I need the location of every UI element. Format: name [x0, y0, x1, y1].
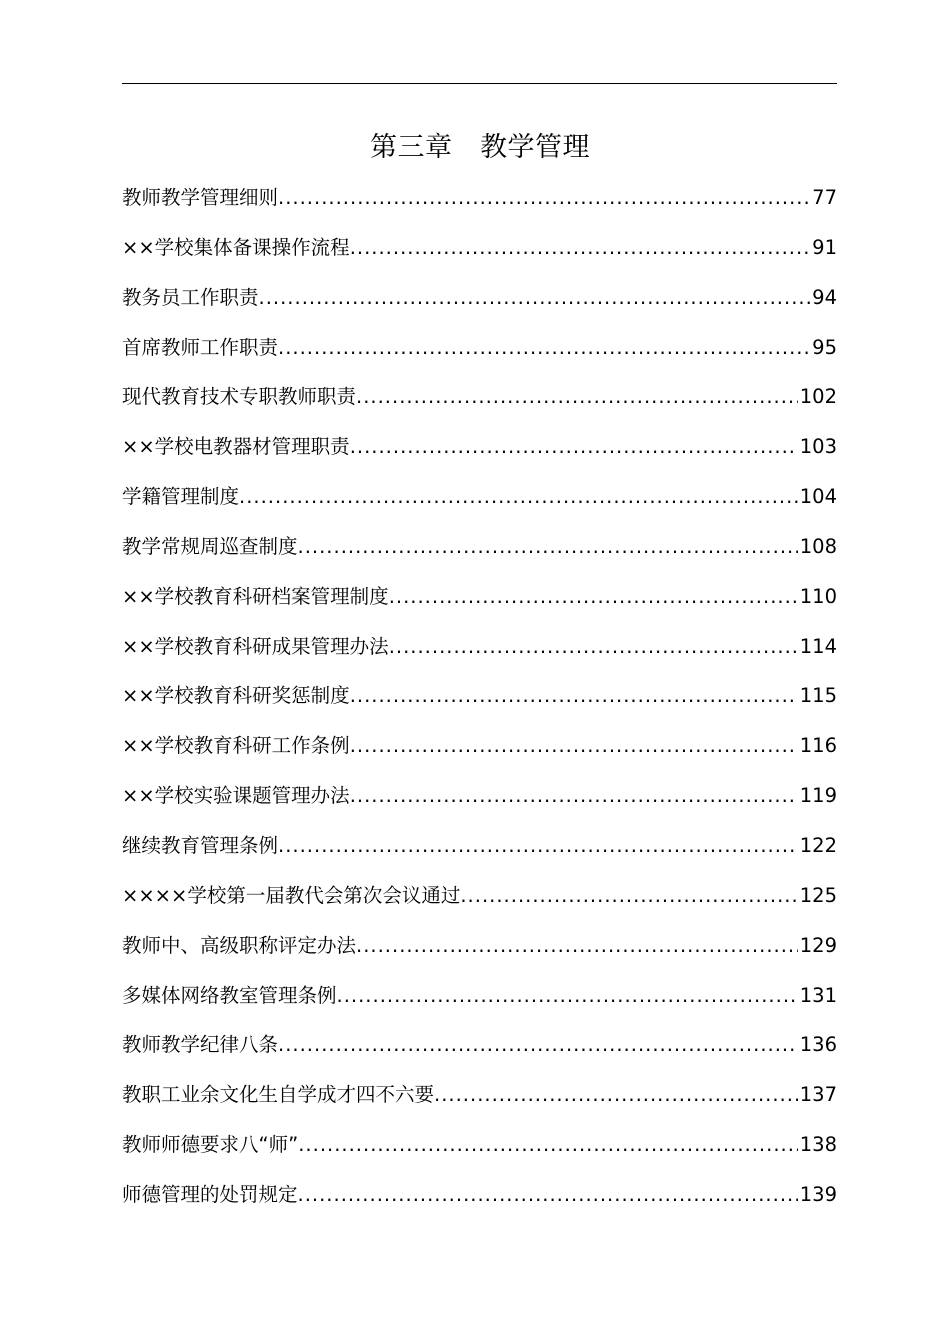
toc-entry-page: 91 [812, 235, 837, 259]
toc-entry-page: 108 [799, 534, 837, 558]
toc-entry-title: ××学校实验课题管理办法 [122, 784, 350, 808]
toc-dot-leader [350, 778, 798, 814]
toc-entry[interactable] [122, 479, 837, 529]
toc-entry-title: ××学校集体备课操作流程 [122, 235, 350, 259]
toc-dot-leader [278, 1027, 798, 1063]
toc-entry[interactable] [122, 1127, 837, 1177]
toc-dot-leader [350, 728, 798, 764]
toc-entry[interactable] [122, 429, 837, 479]
toc-dot-leader [278, 180, 810, 216]
toc-entry-title: 教师教学纪律八条 [122, 1033, 279, 1057]
toc-entry-page: 110 [799, 584, 837, 608]
toc-entry-page: 139 [799, 1182, 837, 1206]
toc-dot-leader [239, 479, 798, 515]
toc-entry[interactable] [122, 978, 837, 1028]
toc-dot-leader [278, 330, 810, 366]
toc-entry-page: 138 [799, 1133, 837, 1157]
toc-entry-title: 师德管理的处罚规定 [122, 1182, 298, 1206]
toc-entry-title: 现代教育技术专职教师职责 [122, 385, 357, 409]
toc-dot-leader [350, 678, 798, 714]
toc-entry-page: 131 [799, 983, 837, 1007]
toc-entry[interactable] [122, 579, 837, 629]
toc-entry-title: ××××学校第一届教代会第次会议通过 [122, 883, 461, 907]
toc-entry-page: 102 [799, 385, 837, 409]
toc-dot-leader [278, 828, 798, 864]
toc-dot-leader [389, 629, 798, 665]
header-rule [122, 83, 837, 84]
toc-dot-leader [356, 379, 798, 415]
toc-entry-page: 122 [799, 833, 837, 857]
toc-entry[interactable] [122, 1027, 837, 1077]
toc-entry[interactable] [122, 778, 837, 828]
toc-entry-page: 136 [799, 1033, 837, 1057]
toc-dot-leader [356, 928, 798, 964]
toc-entry[interactable] [122, 728, 837, 778]
toc-entry-page: 103 [799, 435, 837, 459]
toc-dot-leader [298, 1177, 798, 1213]
toc-dot-leader [259, 280, 811, 316]
toc-dot-leader [298, 529, 798, 565]
toc-entry[interactable] [122, 280, 837, 330]
toc-entry-title: ××学校教育科研档案管理制度 [122, 584, 389, 608]
toc-entry[interactable] [122, 379, 837, 429]
toc-entry[interactable] [122, 878, 837, 928]
toc-entry[interactable] [122, 180, 837, 230]
toc-entry-title: 学籍管理制度 [122, 485, 240, 509]
toc-entry-title: ××学校教育科研工作条例 [122, 734, 350, 758]
toc-entry-page: 129 [799, 933, 837, 957]
toc-entry-title: 首席教师工作职责 [122, 335, 279, 359]
toc-entry-page: 115 [799, 684, 837, 708]
toc-dot-leader [434, 1077, 798, 1113]
toc-dot-leader [337, 978, 798, 1014]
toc-entry-title: 教师师德要求八“师” [122, 1133, 299, 1157]
toc-entry-page: 94 [812, 285, 837, 309]
toc-dot-leader [298, 1127, 798, 1163]
toc-entry[interactable] [122, 230, 837, 280]
toc-entry-title: 教师中、高级职称评定办法 [122, 933, 357, 957]
toc-entry-page: 77 [812, 186, 837, 209]
toc-entry[interactable] [122, 678, 837, 728]
toc-dot-leader [460, 878, 797, 914]
toc-entry-page: 95 [812, 335, 837, 359]
toc-entry-title: ××学校电教器材管理职责 [122, 435, 350, 459]
toc-entry-title: 教职工业余文化生自学成才四不六要 [122, 1083, 435, 1107]
toc-entry-page: 125 [799, 883, 837, 907]
toc-entry-title: 继续教育管理条例 [122, 833, 279, 857]
toc-entry-page: 137 [799, 1083, 837, 1107]
toc-dot-leader [350, 429, 798, 465]
toc-entry[interactable] [122, 928, 837, 978]
toc-entry[interactable] [122, 629, 837, 679]
toc-entry[interactable] [122, 1177, 837, 1227]
toc-entry-page: 119 [799, 784, 837, 808]
toc-entry-page: 114 [799, 634, 837, 658]
toc-entry-title: 多媒体网络教室管理条例 [122, 983, 337, 1007]
toc-entry-title: ××学校教育科研成果管理办法 [122, 634, 389, 658]
toc-entry-title: 教学常规周巡查制度 [122, 534, 298, 558]
chapter-title: 第三章 教学管理 [370, 132, 590, 163]
toc-entry[interactable] [122, 1077, 837, 1127]
toc-entry[interactable] [122, 330, 837, 380]
toc-dot-leader [350, 230, 810, 266]
toc-entry-page: 116 [799, 734, 837, 758]
toc-entry-page: 104 [799, 485, 837, 509]
toc-entry[interactable] [122, 828, 837, 878]
toc-entry-title: 教师教学管理细则 [122, 186, 279, 209]
toc-entry[interactable] [122, 529, 837, 579]
toc-entry-title: ××学校教育科研奖惩制度 [122, 684, 350, 708]
table-of-contents [122, 180, 837, 1227]
toc-entry-title: 教务员工作职责 [122, 285, 259, 309]
toc-dot-leader [389, 579, 798, 615]
